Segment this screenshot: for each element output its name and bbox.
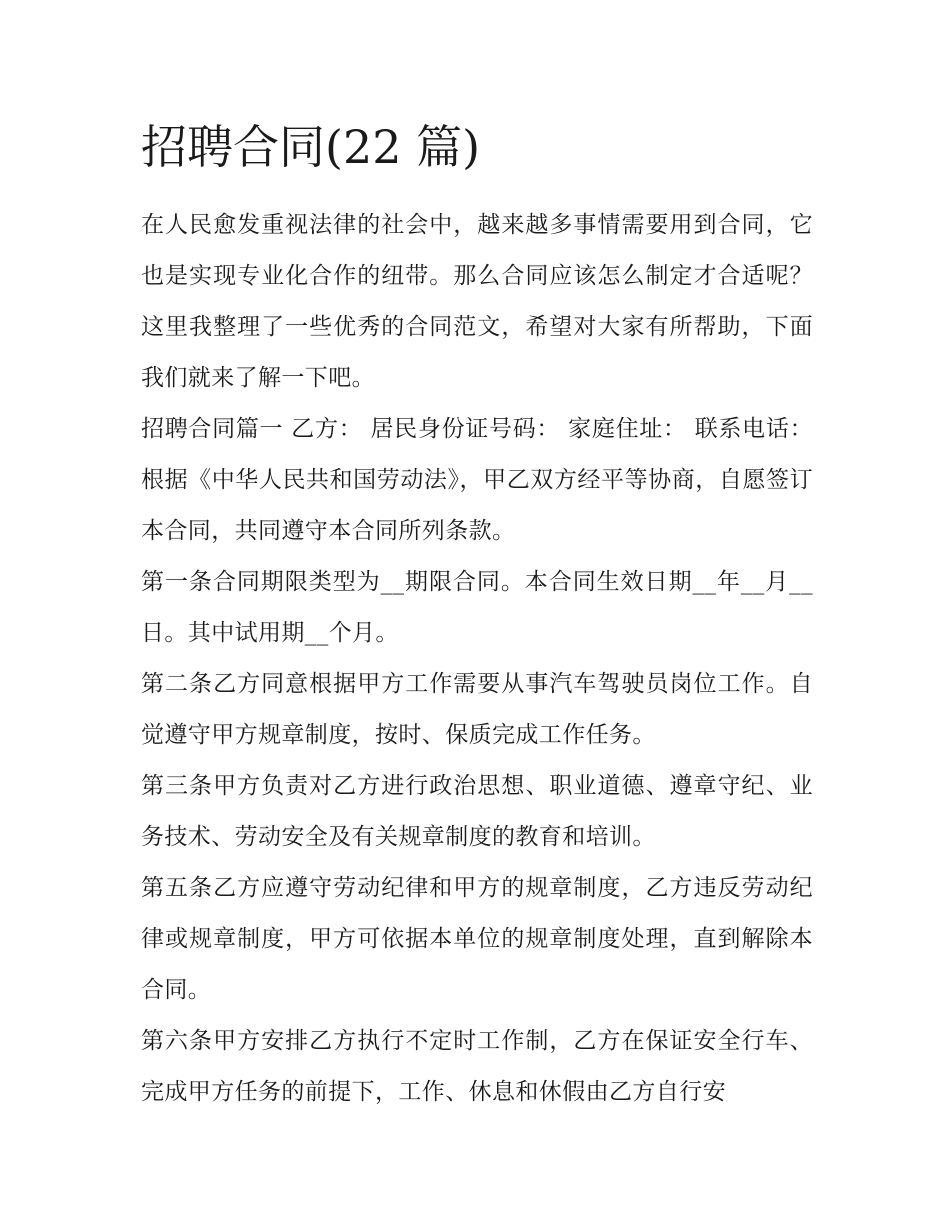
article-6-paragraph: 第六条甲方安排乙方执行不定时工作制，乙方在保证安全行车、完成甲方任务的前提下，工作、休息和休假由乙方自行安	[141, 1028, 813, 1105]
intro-paragraph: 在人民愈发重视法律的社会中，越来越多事情需要用到合同，它也是实现专业化合作的纽带。那么合同应该怎么制定才合适呢？这里我整理了一些优秀的合同范文，希望对大家有所帮助，下面我们就来了解一下吧。	[141, 212, 813, 391]
article-3-paragraph: 第三条甲方负责对乙方进行政治思想、职业道德、遵章守纪、业务技术、劳动安全及有关规章制度的教育和培训。	[141, 773, 813, 850]
article-5-paragraph: 第五条乙方应遵守劳动纪律和甲方的规章制度，乙方违反劳动纪律或规章制度，甲方可依据本单位的规章制度处理，直到解除本合同。	[141, 875, 813, 1003]
document-body	[141, 200, 813, 1118]
document-title: 招聘合同(22 篇)	[141, 120, 481, 174]
article-1-paragraph: 第一条合同期限类型为__期限合同。本合同生效日期__年__月__日。其中试用期__个月。	[141, 569, 813, 646]
contract-parties-paragraph: 招聘合同篇一 乙方： 居民身份证号码： 家庭住址： 联系电话： 根据《中华人民共和国劳动法》，甲乙双方经平等协商，自愿签订本合同，共同遵守本合同所列条款。	[141, 416, 813, 544]
document-page	[141, 112, 813, 1118]
article-2-paragraph: 第二条乙方同意根据甲方工作需要从事汽车驾驶员岗位工作。自觉遵守甲方规章制度，按时、保质完成工作任务。	[141, 671, 813, 748]
